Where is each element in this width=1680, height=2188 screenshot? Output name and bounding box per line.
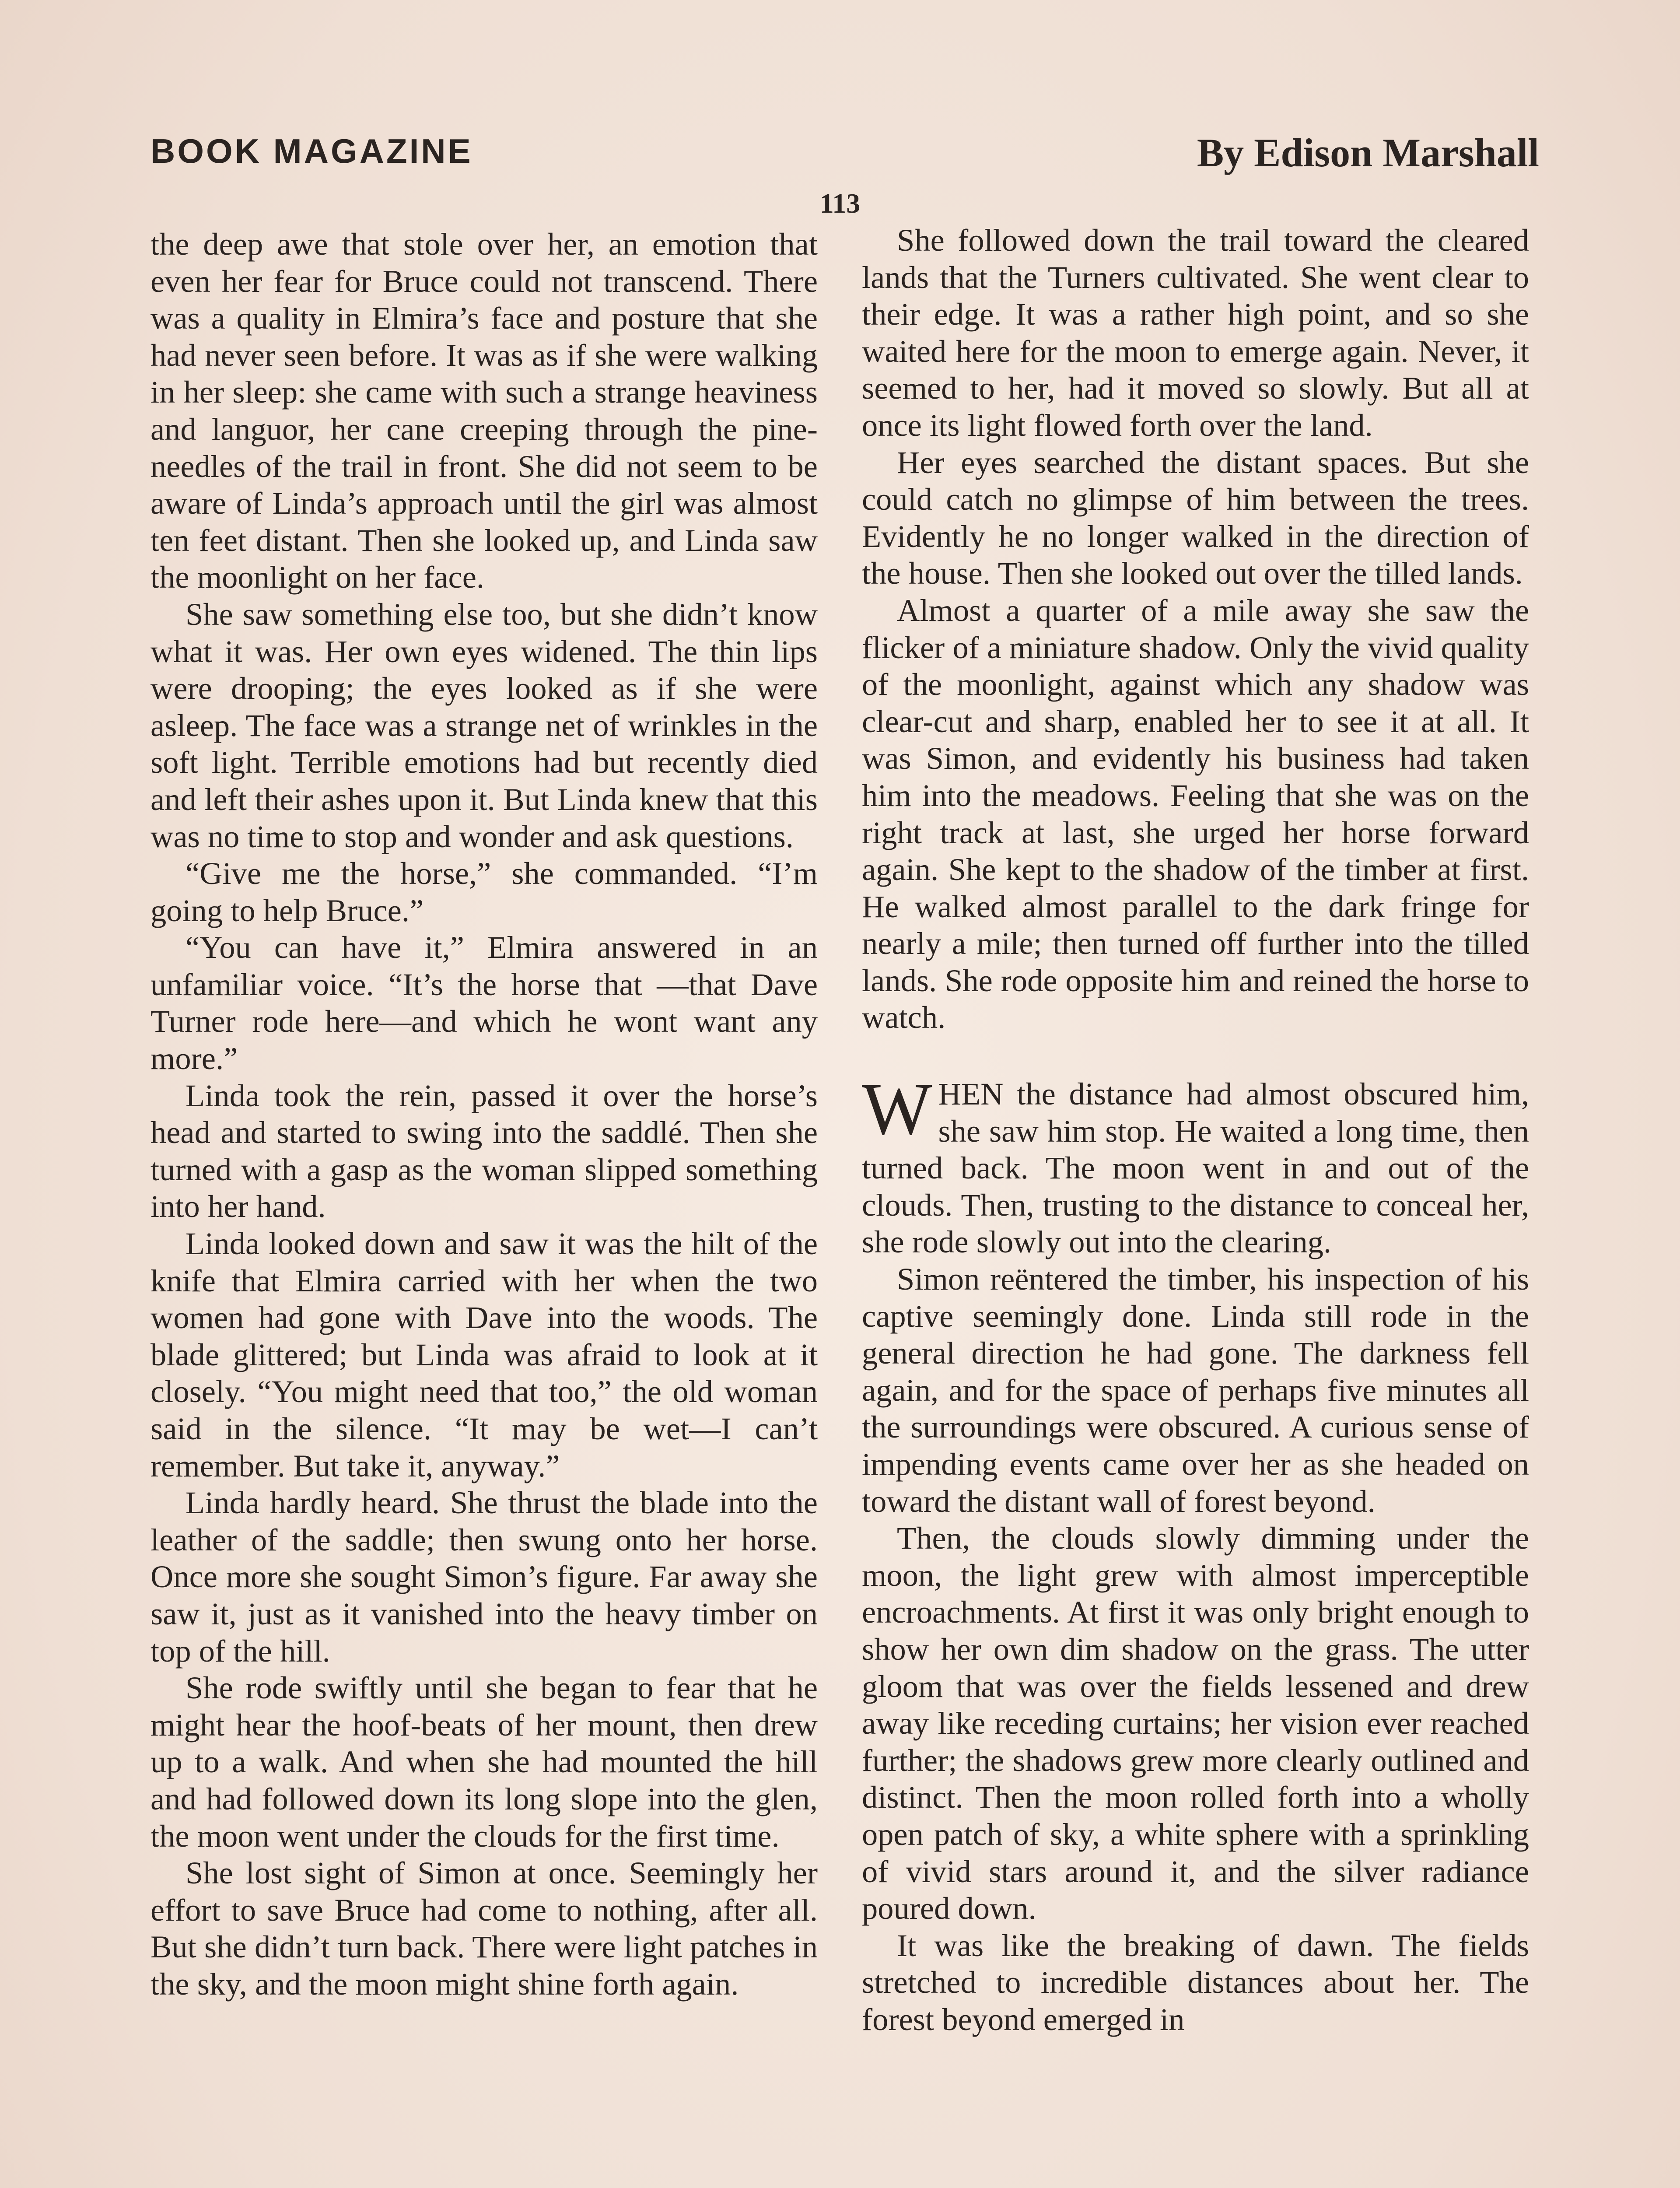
paragraph: “You can have it,” Elmira answered in an unfamiliar voice. “It’s the horse that —that Dave Turner rode here—and which he wont want any more.” bbox=[150, 929, 818, 1076]
magazine-title: BOOK MAGAZINE bbox=[150, 132, 473, 170]
paragraph: Her eyes searched the distant spaces. But she could catch no glimpse of him between the trees. Evidently he no longer walked in the direction of the house. Then she looked out over the tilled lands. bbox=[862, 444, 1529, 591]
paragraph: She followed down the trail toward the cleared lands that the Turners cultivated. She went clear to their edge. It was a rather high point, and so she waited here for the moon to emerge again. Never, it seemed to her, had it moved so slowly. But all at once its light flowed forth over the land. bbox=[862, 222, 1529, 443]
paragraph: Simon reëntered the timber, his inspection of his captive seemingly done. Linda still rode in the general direction he had gone. The darkness fell again, and for the space of perhaps five minutes all the surroundings were obscured. A curious sense of impending events came over her as she headed on toward the distant wall of forest beyond. bbox=[862, 1261, 1529, 1519]
page-number: 113 bbox=[819, 188, 861, 219]
paragraph: the deep awe that stole over her, an emotion that even her fear for Bruce could not transcend. There was a quality in Elmira’s face and posture that she had never seen before. It was as if she were walking in her sleep: she came with such a strange heaviness and languor, her cane creeping through the pine-needles of the trail in front. She did not seem to be aware of Linda’s approach until the girl was almost ten feet distant. Then she looked up, and Linda saw the moonlight on her face. bbox=[150, 226, 818, 595]
paragraph: She rode swiftly until she began to fear that he might hear the hoof-beats of her mount, then drew up to a walk. And when she had mounted the hill and had followed down its long slope into the glen, the moon went under the clouds for the first time. bbox=[150, 1670, 818, 1854]
paragraph: Linda hardly heard. She thrust the blade into the leather of the saddle; then swung onto her horse. Once more she sought Simon’s figure. Far away she saw it, just as it vanished into the heavy timber on top of the hill. bbox=[150, 1485, 818, 1669]
paragraph: Linda took the rein, passed it over the horse’s head and started to swing into the saddlé. Then she turned with a gasp as the woman slipped something into her hand. bbox=[150, 1077, 818, 1224]
left-text-column bbox=[150, 226, 818, 2003]
paragraph: Then, the clouds slowly dimming under the moon, the light grew with almost imperceptible encroachments. At first it was only bright enough to show her own dim shadow on the grass. The utter gloom that was over the fields lessened and drew away like receding curtains; her vision ever reached further; the shadows grew more clearly outlined and distinct. Then the moon rolled forth into a wholly open patch of sky, a white sphere with a sprinkling of vivid stars around it, and the silver radiance poured down. bbox=[862, 1520, 1529, 1926]
paragraph: It was like the breaking of dawn. The fields stretched to incredible distances about her. The forest beyond emerged in bbox=[862, 1927, 1529, 2037]
drop-cap-letter: W bbox=[862, 1068, 932, 1150]
right-text-column bbox=[862, 222, 1529, 2038]
dropcap-paragraph-text: HEN the distance had almost obscured him, she saw him stop. He waited a long time, then turned back. The moon went in and out of the clouds. Then, trusting to the distance to conceal her, she rode slowly out into the clearing. bbox=[862, 1076, 1529, 1260]
author-byline: By Edison Marshall bbox=[1197, 130, 1539, 175]
paragraph: She saw something else too, but she didn’t know what it was. Her own eyes widened. The thin lips were drooping; the eyes looked as if she were asleep. The face was a strange net of wrinkles in the soft light. Terrible emotions had but recently died and left their ashes upon it. But Linda knew that this was no time to stop and wonder and ask questions. bbox=[150, 596, 818, 854]
paragraph: She lost sight of Simon at once. Seemingly her effort to save Bruce had come to nothing, after all. But she didn’t turn back. There were light patches in the sky, and the moon might shine forth again. bbox=[150, 1855, 818, 2002]
paragraph: Almost a quarter of a mile away she saw the flicker of a miniature shadow. Only the vivid quality of the moonlight, against which any shadow was clear-cut and sharp, enabled her to see it at all. It was Simon, and evidently his business had taken him into the meadows. Feeling that she was on the right track at last, she urged her horse forward again. She kept to the shadow of the timber at first. He walked almost parallel to the dark fringe for nearly a mile; then turned off further into the tilled lands. She rode opposite him and reined the horse to watch. bbox=[862, 592, 1529, 1035]
dropcap-paragraph bbox=[862, 1068, 1529, 1261]
paragraph: Linda looked down and saw it was the hilt of the knife that Elmira carried with her when the two women had gone with Dave into the woods. The blade glittered; but Linda was afraid to look at it closely. “You might need that too,” the old woman said in the silence. “It may be wet—I can’t remember. But take it, anyway.” bbox=[150, 1226, 818, 1483]
paragraph: “Give me the horse,” she commanded. “I’m going to help Bruce.” bbox=[150, 856, 818, 928]
